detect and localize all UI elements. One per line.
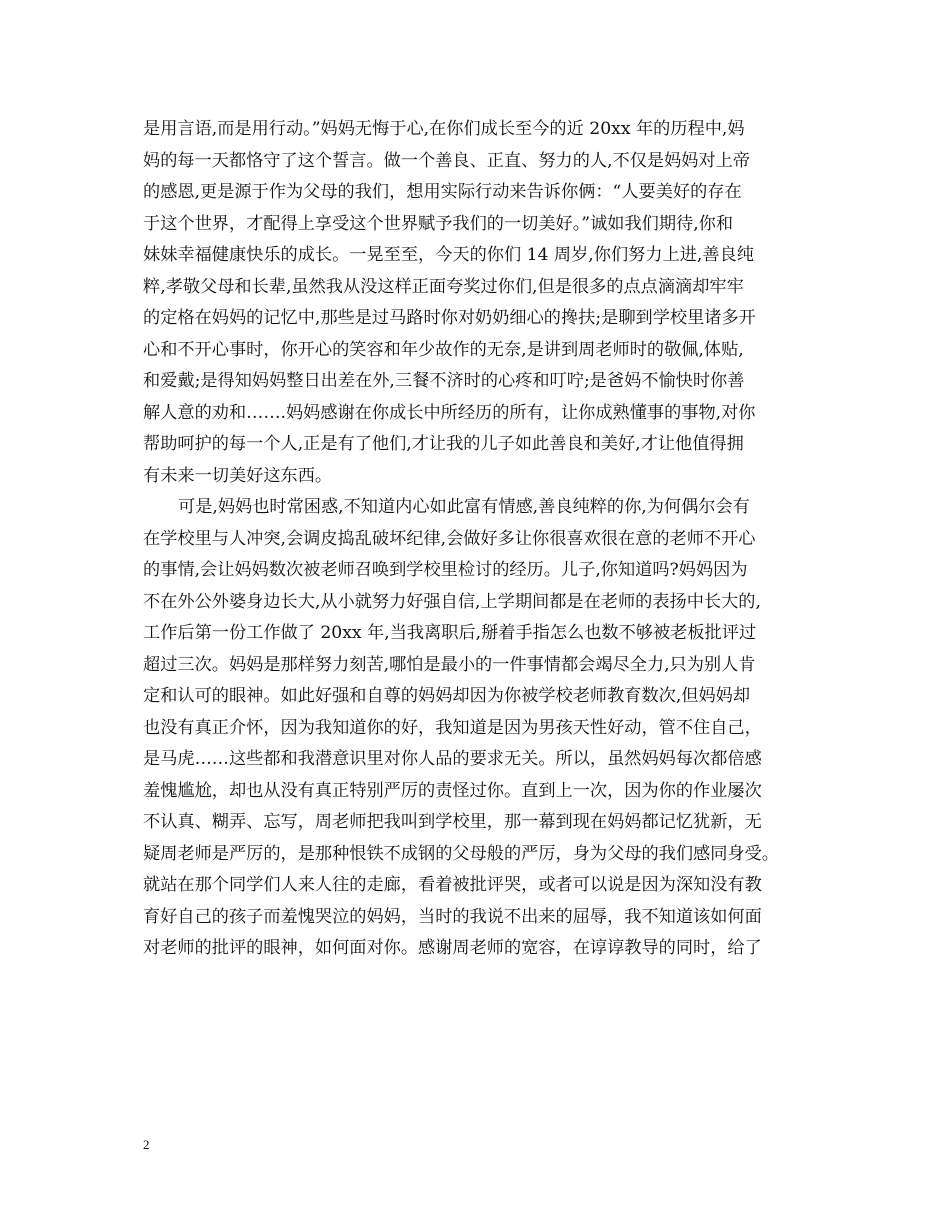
text-line: 心和不开心事时，你开心的笑容和年少故作的无奈,是讲到周老师时的敬佩,体贴, (143, 339, 744, 360)
text-line: 的感恩,更是源于作为父母的我们，想用实际行动来告诉你俩：“人要美好的存在 (143, 182, 742, 202)
text-line: 是马虎……这些都和我潜意识里对你人品的要求无关。所以，虽然妈妈每次都倍感 (143, 749, 762, 769)
text-line: 的事情,会让妈妈数次被老师召唤到学校里检讨的经历。儿子,你知道吗?妈妈因为 (143, 560, 748, 580)
text-line: 有未来一切美好这东西。 (143, 465, 333, 486)
text-line: 妹妹幸福健康快乐的成长。一晃至至，今天的你们 14 周岁,你们努力上进,善良纯 (143, 245, 754, 265)
text-line: 对老师的批评的眼神，如何面对你。感谢周老师的宽容，在谆谆教导的同时，给了 (143, 938, 762, 958)
text-line: 定和认可的眼神。如此好强和自尊的妈妈却因为你被学校老师教育数次,但妈妈却 (143, 686, 751, 706)
text-line: 是用言语,而是用行动。”妈妈无悔于心,在你们成长至今的近 20xx 年的历程中,妈 (143, 119, 745, 139)
text-line: 于这个世界，才配得上享受这个世界赋予我们的一切美好。”诚如我们期待,你和 (143, 213, 734, 234)
text-line: 工作后第一份工作做了 20xx 年,当我离职后,掰着手指怎么也数不够被老板批评过 (143, 623, 757, 643)
text-line: 育好自己的孩子而羞愧哭泣的妈妈，当时的我说不出来的屈辱，我不知道该如何面 (143, 906, 762, 927)
text-line: 和爱戴;是得知妈妈整日出差在外,三餐不济时的心疼和叮咛;是爸妈不愉快时你善 (143, 371, 745, 391)
text-line: 妈的每一天都恪守了这个誓言。做一个善良、正直、努力的人,不仅是妈妈对上帝 (143, 150, 751, 171)
text-line: 超过三次。妈妈是那样努力刻苦,哪怕是最小的一件事情都会竭尽全力,只为别人肯 (143, 654, 756, 675)
text-line: 不认真、糊弄、忘写，周老师把我叫到学校里，那一幕到现在妈妈都记忆犹新，无 (143, 812, 762, 832)
text-line: 可是,妈妈也时常困惑,不知道内心如此富有情感,善良纯粹的你,为何偶尔会有 (178, 497, 750, 517)
text-line: 羞愧尴尬，却也从没有真正特别严厉的责怪过你。直到上一次，因为你的作业屡次 (143, 780, 762, 801)
text-line: 帮助呵护的每一个人,正是有了他们,才让我的儿子如此善良和美好,才让他值得拥 (143, 434, 744, 454)
text-line: 粹,孝敬父母和长辈,虽然我从没这样正面夸奖过你们,但是很多的点点滴滴却牢牢 (143, 276, 744, 297)
text-line: 不在外公外婆身边长大,从小就努力好强自信,上学期间都是在老师的表扬中长大的, (143, 591, 761, 612)
text-line: 的定格在妈妈的记忆中,那些是过马路时你对奶奶细心的搀扶;是聊到学校里诸多开 (143, 308, 756, 328)
text-line: 在学校里与人冲突,会调皮捣乱破坏纪律,会做好多让你很喜欢很在意的老师不开心 (143, 528, 756, 549)
body-text (143, 114, 823, 965)
page-number: 2 (143, 1137, 150, 1152)
text-line: 解人意的劝和…….妈妈感谢在你成长中所经历的所有，让你成熟懂事的事物,对你 (143, 402, 756, 423)
text-line: 疑周老师是严厉的，是那种恨铁不成钢的父母般的严厉，身为父母的我们感同身受。 (143, 843, 779, 864)
text-line: 就站在那个同学们人来人往的走廊，看着被批评哭，或者可以说是因为深知没有教 (143, 875, 762, 895)
text-line: 也没有真正介怀，因为我知道你的好，我知道是因为男孩天性好动，管不住自己， (143, 717, 762, 738)
